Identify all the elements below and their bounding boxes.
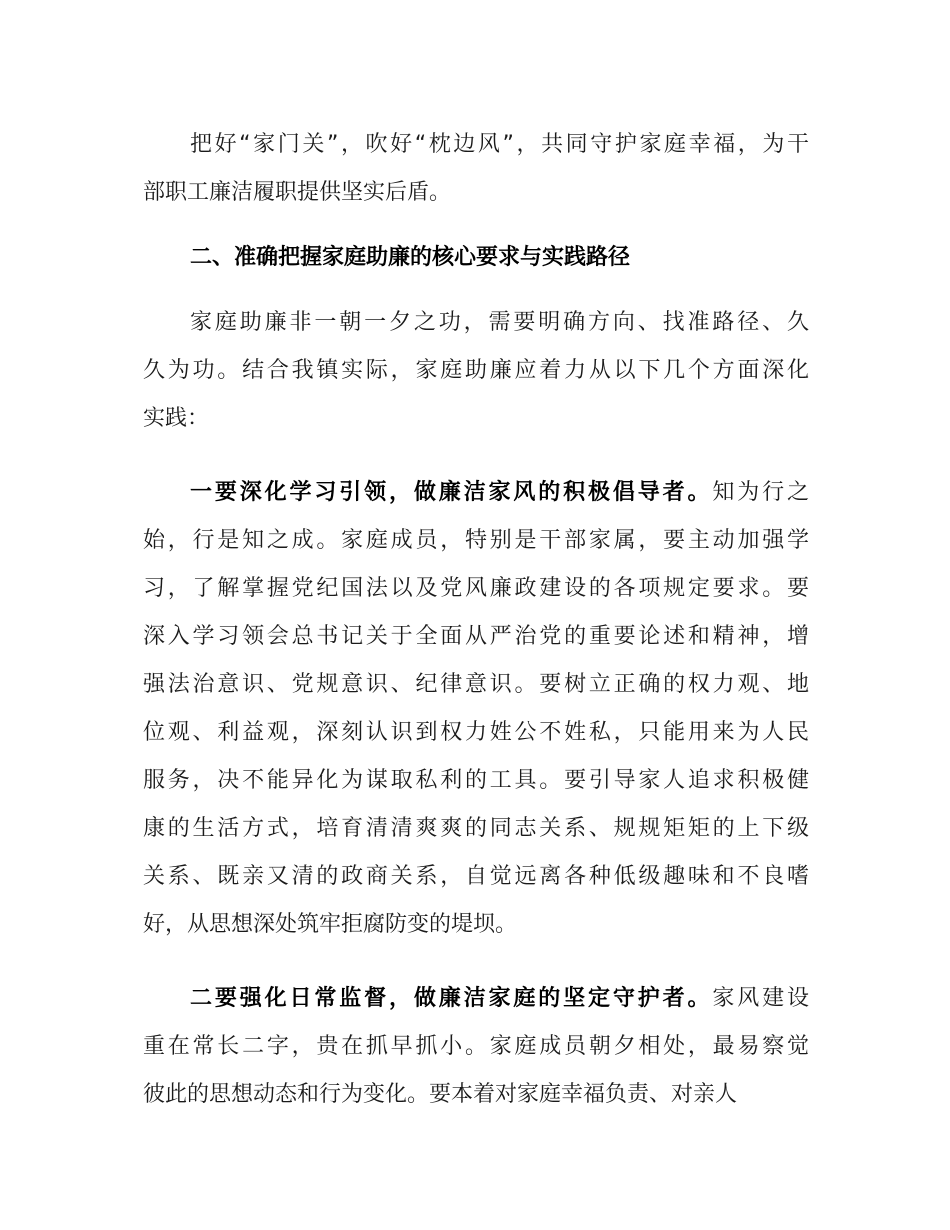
paragraph-line	[143, 1023, 809, 1071]
paragraph-line	[143, 565, 809, 613]
body-text: 彼此的思想动态和行为变化。要本着对家庭幸福负责、对亲人	[143, 1082, 738, 1107]
body-text: 始，行是知之成。家庭成员，特别是干部家属，要主动加强学	[143, 528, 809, 553]
paragraph-line	[143, 661, 809, 709]
body-text: 康的生活方式，培育清清爽爽的同志关系、规规矩矩的上下级	[143, 816, 809, 841]
paragraph-line	[190, 975, 809, 1023]
body-text: 强法治意识、党规意识、纪律意识。要树立正确的权力观、地	[143, 672, 809, 697]
paragraph-line	[143, 1071, 809, 1119]
paragraph-line	[143, 517, 809, 565]
body-text: 习，了解掌握党纪国法以及党风廉政建设的各项规定要求。要	[143, 576, 809, 601]
body-text: 久为功。结合我镇实际，家庭助廉应着力从以下几个方面深化	[143, 358, 809, 383]
paragraph-line	[143, 757, 809, 805]
paragraph-line	[190, 121, 809, 169]
body-text: 家风建设	[712, 986, 809, 1011]
body-text: 位观、利益观，深刻认识到权力姓公不姓私，只能用来为人民	[143, 720, 809, 745]
bold-lead-text: 二要强化日常监督，做廉洁家庭的坚定守护者。	[190, 986, 713, 1011]
section-heading	[190, 234, 809, 282]
paragraph-line	[190, 299, 809, 347]
body-text: 实践：	[143, 406, 210, 431]
paragraph-line	[190, 469, 809, 517]
paragraph-line	[143, 853, 809, 901]
paragraph-line	[143, 169, 809, 217]
paragraph-line	[143, 709, 809, 757]
body-text: 知为行之	[712, 480, 809, 505]
body-text: 服务，决不能异化为谋取私利的工具。要引导家人追求积极健	[143, 768, 809, 793]
paragraph-line	[143, 347, 809, 395]
body-text: 家庭助廉非一朝一夕之功，需要明确方向、找准路径、久	[190, 310, 809, 335]
body-text: 部职工廉洁履职提供坚实后盾。	[143, 180, 452, 205]
paragraph-line	[143, 613, 809, 661]
paragraph-line	[143, 805, 809, 853]
paragraph-line	[143, 395, 809, 443]
body-text: 深入学习领会总书记关于全面从严治党的重要论述和精神，增	[143, 624, 809, 649]
body-text: 好，从思想深处筑牢拒腐防变的堤坝。	[143, 912, 518, 937]
body-text: 把好“家门关”，吹好“枕边风”，共同守护家庭幸福，为干	[190, 132, 809, 157]
body-text: 关系、既亲又清的政商关系，自觉远离各种低级趣味和不良嗜	[143, 864, 809, 889]
bold-lead-text: 一要深化学习引领，做廉洁家风的积极倡导者。	[190, 480, 713, 505]
body-text: 重在常长二字，贵在抓早抓小。家庭成员朝夕相处，最易察觉	[143, 1034, 809, 1059]
paragraph-line	[143, 901, 809, 949]
bold-lead-text: 二、准确把握家庭助廉的核心要求与实践路径	[190, 245, 631, 270]
